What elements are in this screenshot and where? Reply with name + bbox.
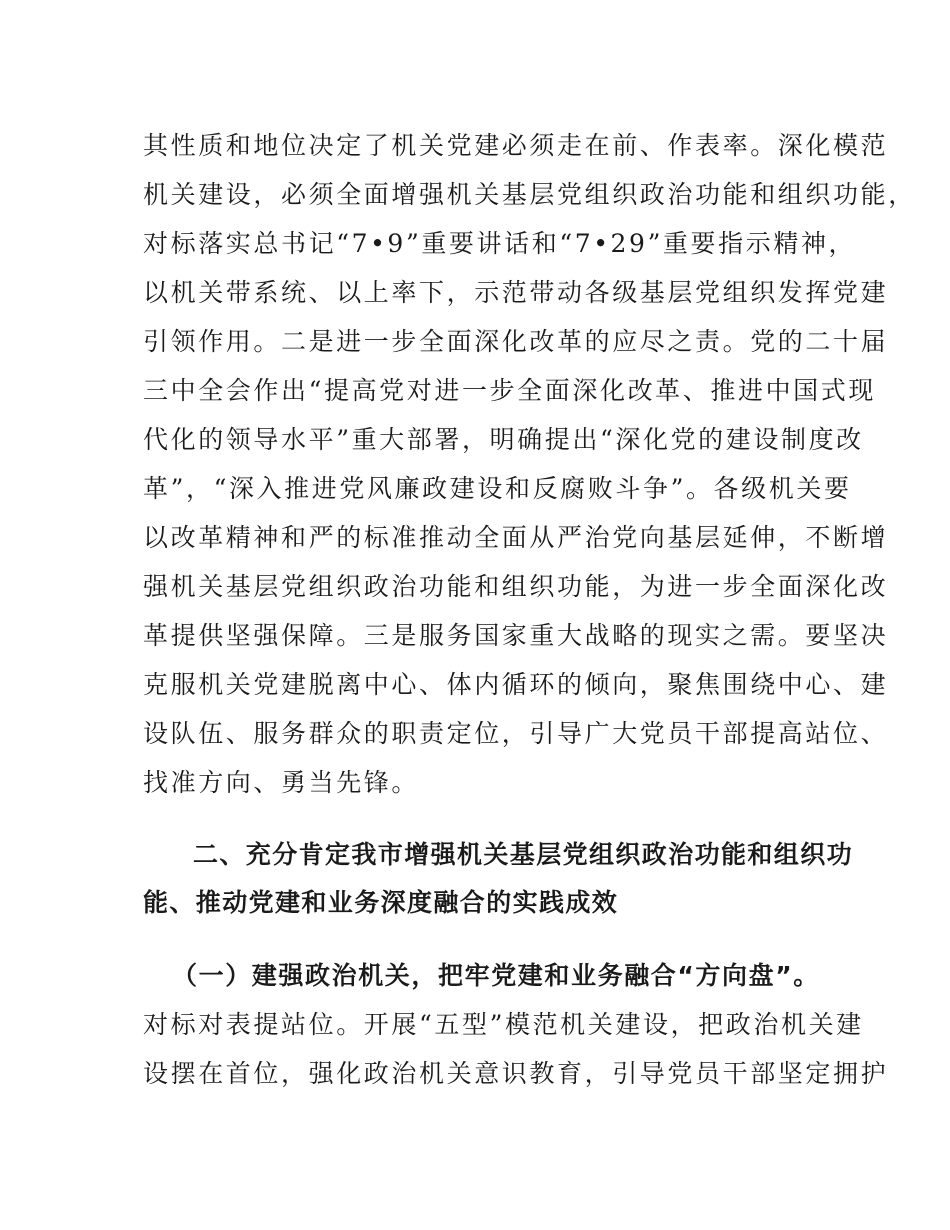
paragraph-line: 对标对表提站位。开展“五型”模范机关建设，把政治机关建 <box>143 1010 864 1039</box>
section-heading-line: 二、充分肯定我市增强机关基层党组织政治功能和组织功 <box>193 840 854 869</box>
paragraph-line: 其性质和地位决定了机关党建必须走在前、作表率。深化模范 <box>143 131 889 160</box>
paragraph-line: 引领作用。二是进一步全面深化改革的应尽之责。党的二十届 <box>143 327 889 356</box>
section-heading-line: 能、推动党建和业务深度融合的实践成效 <box>143 888 619 917</box>
subsection-title: （一）建强政治机关，把牢党建和业务融合“方向盘”。 <box>172 961 820 990</box>
paragraph-line: 革”，“深入推进党风廉政建设和反腐败斗争”。各级机关要 <box>143 474 852 503</box>
paragraph-line: 设队伍、服务群众的职责定位，引导广大党员干部提高站位、 <box>143 719 889 748</box>
paragraph-line: 以机关带系统、以上率下，示范带动各级基层党组织发挥党建 <box>143 278 889 307</box>
paragraph-line: 革提供坚强保障。三是服务国家重大战略的现实之需。要坚决 <box>143 621 889 650</box>
paragraph-line: 强机关基层党组织政治功能和组织功能，为进一步全面深化改 <box>143 572 889 601</box>
paragraph-line: 机关建设，必须全面增强机关基层党组织政治功能和组织功能， <box>143 180 916 209</box>
paragraph-line: 设摆在首位，强化政治机关意识教育，引导党员干部坚定拥护 <box>143 1059 889 1088</box>
paragraph-line: 以改革精神和严的标准推动全面从严治党向基层延伸，不断增 <box>143 523 889 552</box>
paragraph-line: 克服机关党建脱离中心、体内循环的倾向，聚焦围绕中心、建 <box>143 670 889 699</box>
paragraph-line: 对标落实总书记“7•9”重要讲话和“7•29”重要指示精神， <box>143 229 857 258</box>
paragraph-line: 找准方向、勇当先锋。 <box>143 768 420 797</box>
paragraph-line: 三中全会作出“提高党对进一步全面深化改革、推进中国式现 <box>143 376 876 405</box>
paragraph-line: 代化的领导水平”重大部署，明确提出“深化党的建设制度改 <box>143 425 864 454</box>
